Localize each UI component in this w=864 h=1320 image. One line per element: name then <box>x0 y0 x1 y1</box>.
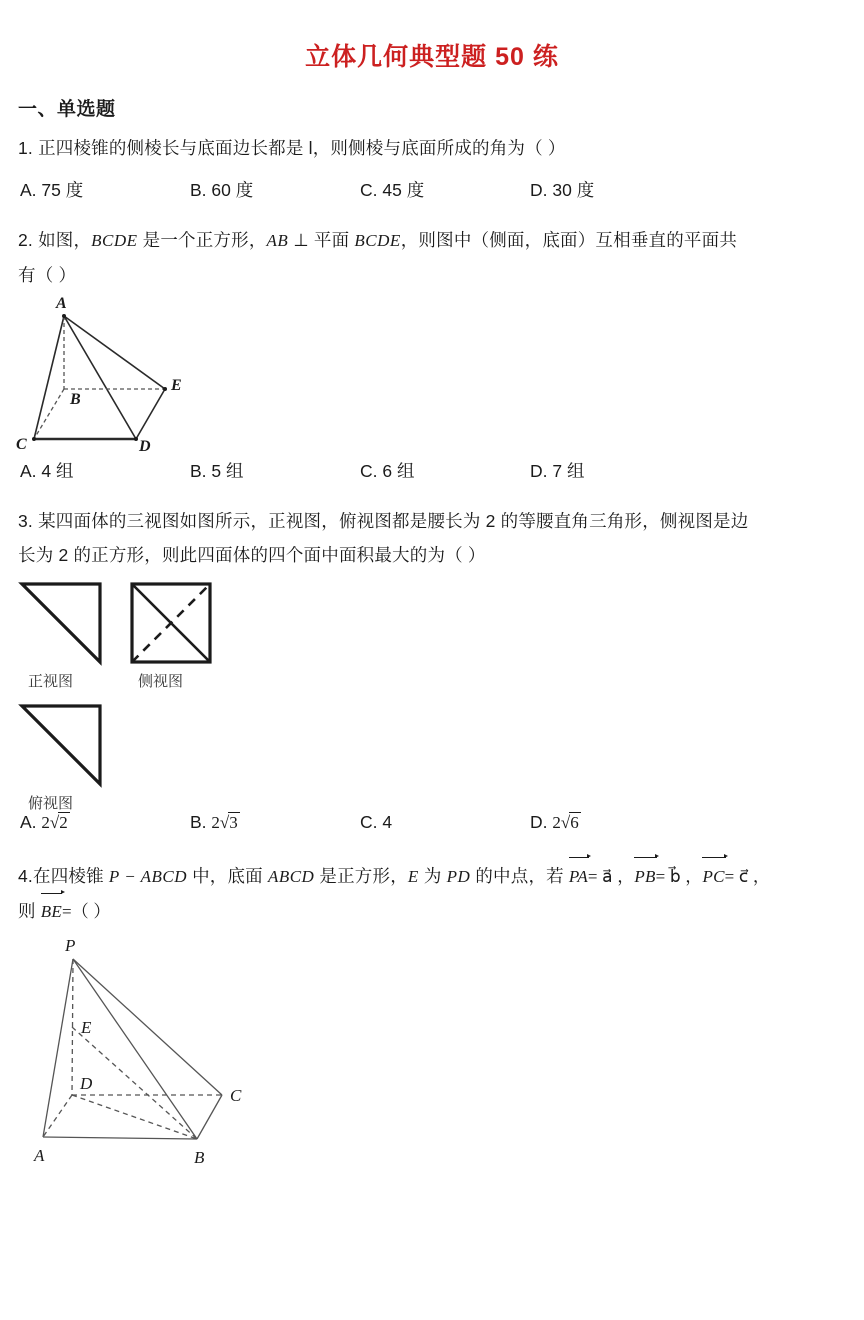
vector-pa-label: PA <box>568 867 588 886</box>
vertex-label-c: C <box>230 1086 242 1105</box>
figure-question-2 <box>0 292 864 452</box>
option-3-b-key: B. <box>190 812 207 832</box>
top-view-shape <box>18 702 108 788</box>
vertex-label-b: B <box>70 391 81 408</box>
question-4-text-part-5: 的中点，若 <box>470 866 569 886</box>
option-2-b-text: 5 组 <box>211 461 244 481</box>
option-3-b-coef: 2 <box>211 813 220 832</box>
section-heading: 一、单选题 <box>18 99 116 120</box>
option-2-d-key: D. <box>530 461 548 481</box>
question-4-stem <box>18 858 846 894</box>
question-2-math-ab: AB <box>266 231 289 250</box>
vector-pa-equals: = a⃗ ， <box>587 867 635 886</box>
front-view-shape <box>18 580 108 666</box>
option-2-c-text: 6 组 <box>382 461 415 481</box>
question-4-math-e: E <box>407 867 419 886</box>
vector-arrowhead-icon <box>61 890 65 894</box>
option-3-d-radicand: 6 <box>570 813 579 832</box>
question-1-number: 1. <box>18 138 33 158</box>
option-1-b-key: B. <box>190 180 207 200</box>
option-3-d-value: 2√6 <box>552 813 579 832</box>
option-3-d[interactable] <box>530 812 581 833</box>
question-4-stem-line2 <box>18 894 846 929</box>
vector-pa <box>569 858 588 894</box>
question-4-line2-suffix: =（ ） <box>61 902 111 921</box>
option-3-a[interactable] <box>20 812 70 833</box>
question-1-stem <box>18 131 846 165</box>
question-4-text-part-4: 为 <box>418 866 447 886</box>
question-3-number: 3. <box>18 511 33 531</box>
option-1-d[interactable] <box>530 177 594 202</box>
question-4-math-pabcd: P − ABCD <box>108 867 188 886</box>
option-1-c-text: 45 度 <box>382 180 425 200</box>
question-2-text-part-3: ⊥ 平面 <box>288 230 355 250</box>
vertex-label-d: D <box>139 438 151 452</box>
vector-arrowhead-icon <box>655 854 659 858</box>
option-1-b[interactable] <box>190 177 253 202</box>
question-1-text: 正四棱锥的侧棱长与底面边长都是 l，则侧棱与底面所成的角为（ ） <box>38 138 566 158</box>
vertex-label-d: D <box>80 1074 93 1093</box>
option-2-a-text: 4 组 <box>41 461 74 481</box>
vertex-label-p: P <box>65 936 76 955</box>
question-4-text-part-3: 是正方形， <box>314 866 408 886</box>
question-2-text-part-1: 如图， <box>38 230 92 250</box>
option-3-d-coef: 2 <box>552 813 561 832</box>
pyramid-pabcd-svg <box>8 929 288 1179</box>
question-2-number: 2. <box>18 230 33 250</box>
question-4-math-pd: PD <box>446 867 471 886</box>
option-1-a-key: A. <box>20 180 37 200</box>
vertex-label-a: A <box>34 1146 45 1165</box>
option-2-b[interactable] <box>190 458 244 483</box>
option-2-b-key: B. <box>190 461 207 481</box>
question-4-text-part-1: 在四棱锥 <box>33 866 109 886</box>
vertex-label-e: E <box>171 377 182 394</box>
vertex-label-a: A <box>56 295 67 312</box>
side-view-label: 侧视图 <box>138 673 184 690</box>
vector-be <box>41 895 62 929</box>
question-2-math-bcde-2: BCDE <box>354 231 401 250</box>
question-2-stem-line2: 有（ ） <box>18 265 77 285</box>
option-3-a-key: A. <box>20 812 37 832</box>
option-1-d-key: D. <box>530 180 548 200</box>
vertex-label-e: E <box>81 1018 92 1037</box>
option-2-a[interactable] <box>20 458 74 483</box>
option-3-b[interactable] <box>190 812 240 833</box>
option-3-b-radicand: 3 <box>229 813 238 832</box>
option-1-a[interactable] <box>20 177 83 202</box>
question-4-text-part-2: 中，底面 <box>187 866 268 886</box>
option-3-c[interactable] <box>360 812 392 833</box>
question-3-stem <box>18 504 846 538</box>
figure-question-3 <box>0 572 864 812</box>
option-3-c-key: C. <box>360 812 378 832</box>
option-2-a-key: A. <box>20 461 37 481</box>
side-view-shape <box>128 580 218 666</box>
option-3-a-radicand: 2 <box>59 813 68 832</box>
vector-pb <box>634 858 655 894</box>
question-3-options <box>0 812 864 842</box>
option-3-a-coef: 2 <box>41 813 50 832</box>
question-2-text-part-2: 是一个正方形， <box>137 230 267 250</box>
option-2-c-key: C. <box>360 461 378 481</box>
option-3-b-value: 2√3 <box>211 813 238 832</box>
option-1-d-text: 30 度 <box>552 180 595 200</box>
question-2-math-bcde-1: BCDE <box>91 231 138 250</box>
vector-pc <box>702 858 724 894</box>
vertex-label-b: B <box>194 1148 205 1167</box>
front-view-label: 正视图 <box>28 673 74 690</box>
pyramid-abcde-svg <box>8 292 238 452</box>
vector-arrowhead-icon <box>724 854 728 858</box>
vector-arrowhead-icon <box>587 854 591 858</box>
option-2-d[interactable] <box>530 458 584 483</box>
option-1-c[interactable] <box>360 177 424 202</box>
vector-pc-equals: = c⃗ ， <box>724 867 771 886</box>
option-1-b-text: 60 度 <box>211 180 254 200</box>
vector-pb-equals: = b⃗ ， <box>655 867 703 886</box>
figure-question-4 <box>0 929 864 1179</box>
top-view-label: 俯视图 <box>28 795 74 812</box>
question-3-text-line1: 某四面体的三视图如图所示，正视图，俯视图都是腰长为 2 的等腰直角三角形，侧视图是边 <box>38 511 749 531</box>
question-2-stem <box>18 223 846 258</box>
question-4-number: 4. <box>18 866 33 886</box>
question-4-math-abcd: ABCD <box>267 867 315 886</box>
question-2-options <box>0 458 864 488</box>
vertex-label-c: C <box>16 436 27 452</box>
question-4-line2-prefix: 则 <box>18 901 41 921</box>
option-3-c-text: 4 <box>382 812 393 832</box>
option-3-a-value: 2√2 <box>41 813 68 832</box>
question-3-stem-line2: 长为 2 的正方形，则此四面体的四个面中面积最大的为（ ） <box>18 545 486 565</box>
option-1-a-text: 75 度 <box>41 180 84 200</box>
vector-pb-label: PB <box>634 867 656 886</box>
option-3-d-key: D. <box>530 812 548 832</box>
option-1-c-key: C. <box>360 180 378 200</box>
option-2-d-text: 7 组 <box>552 461 585 481</box>
vector-be-label: BE <box>40 902 62 921</box>
page-title: 立体几何典型题 50 练 <box>305 43 559 71</box>
option-2-c[interactable] <box>360 458 414 483</box>
question-2-text-part-4: ，则图中（侧面，底面）互相垂直的平面共 <box>400 230 738 250</box>
vector-pc-label: PC <box>702 867 725 886</box>
question-1-options <box>0 177 864 207</box>
